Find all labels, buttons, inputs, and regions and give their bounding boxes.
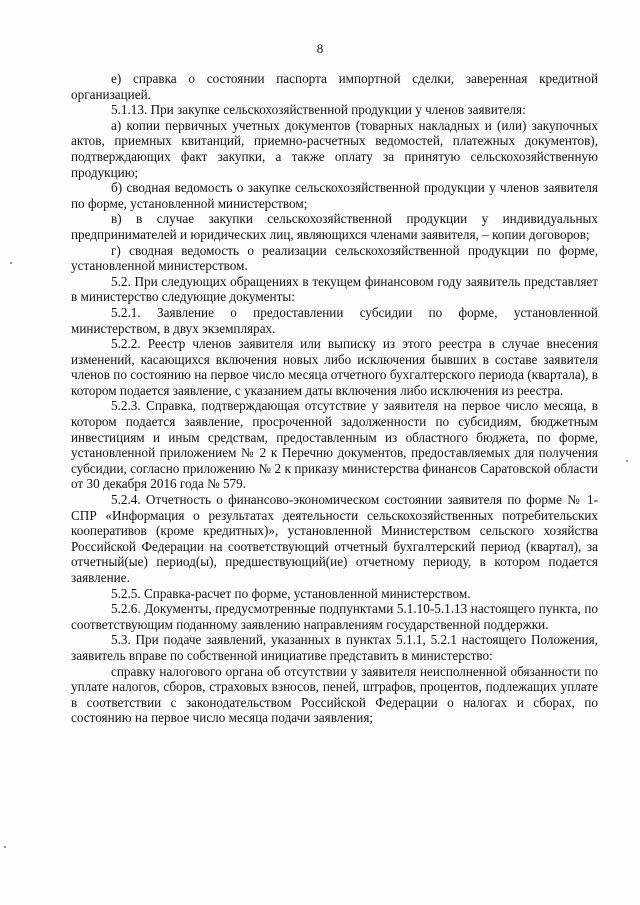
paragraph-a-primary-documents: а) копии первичных учетных документов (товарных накладных и (или) закупочных актов, приемных квитанций, приемно-расчетных ведомостей, платежных документов), подтверждающих факт закупки, а также оплату за принятую сельскохозяйственную продукцию; [71, 117, 598, 180]
paragraph-5-2-2: 5.2.2. Реестр членов заявителя или выписку из этого реестра в случае внесения изменений, касающихся включения новых либо исключения бывших в составе заявителя членов по состоянию на первое число месяца отчетного бухгалтерского периода (квартала), в котором подается заявление, с указанием даты включения либо исключения из реестра. [71, 336, 598, 398]
document-body [71, 71, 598, 726]
paragraph-v-contracts: в) в случае закупки сельскохозяйственной продукции у индивидуальных предпринимателей и юридических лиц, являющихся членами заявителя, – копии договоров; [71, 211, 598, 242]
paragraph-5-2-6: 5.2.6. Документы, предусмотренные подпунктами 5.1.10-5.1.13 настоящего пункта, по соответствующим поданному заявлению направлениям государственной поддержки. [71, 601, 598, 632]
scan-dot-mark [10, 262, 12, 264]
paragraph-5-2: 5.2. При следующих обращениях в текущем финансовом году заявитель представляет в министерство следующие документы: [71, 273, 598, 305]
paragraph-b-purchase-statement: б) сводная ведомость о закупке сельскохозяйственной продукции у членов заявителя по форме, установленной министерством; [71, 180, 598, 211]
paragraph-5-2-3: 5.2.3. Справка, подтверждающая отсутствие у заявителя на первое число месяца, в котором подается заявление, просроченной задолженности по субсидиям, бюджетным инвестициям и иным средствам, предоставленным из областного бюджета, по форме, установленной приложением № 2 к Перечню документов, предоставляемых для получения субсидии, согласно приложению № 2 к приказу министерства финансов Саратовской области от 30 декабря 2016 года № 579. [71, 398, 598, 492]
paragraph-g-sales-statement: г) сводная ведомость о реализации сельскохозяйственной продукции по форме, установленной министерством. [71, 242, 598, 274]
page-number: 8 [316, 41, 324, 56]
scan-dot-mark [4, 846, 6, 848]
paragraph-e-import-passport: е) справка о состоянии паспорта импортной сделки, заверенная кредитной организацией. [71, 71, 598, 102]
paragraph-5-2-4: 5.2.4. Отчетность о финансово-экономическом состоянии заявителя по форме № 1-СПР «Информация о результатах деятельности сельскохозяйственных потребительских кооперативов (кроме кредитных)», установленной Министерством сельского хозяйства Российской Федерации на соответствующий отчетный бухгалтерский период (квартал), за отчетный(ые) период(ы), предшествующий(ие) отчетному периоду, в котором подается заявление. [71, 492, 598, 585]
paragraph-5-3: 5.3. При подаче заявлений, указанных в пунктах 5.1.1, 5.2.1 настоящего Положения, заявитель вправе по собственной инициативе представить в министерство: [71, 632, 598, 663]
scan-dot-mark [626, 460, 628, 462]
paragraph-5-2-1: 5.2.1. Заявление о предоставлении субсидии по форме, установленной министерством, в двух экземплярах. [71, 304, 598, 336]
paragraph-5-1-13: 5.1.13. При закупке сельскохозяйственной продукции у членов заявителя: [111, 102, 526, 118]
paragraph-tax-certificate: справку налогового органа об отсутствии у заявителя неисполненной обязанности по уплате налогов, сборов, страховых взносов, пеней, штрафов, процентов, подлежащих уплате в соответствии с законодательством Российской Федерации о налогах и сборах, по состоянию на первое число месяца подачи заявления; [71, 663, 598, 726]
paragraph-5-2-5: 5.2.5. Справка-расчет по форме, установленной министерством. [111, 585, 471, 601]
